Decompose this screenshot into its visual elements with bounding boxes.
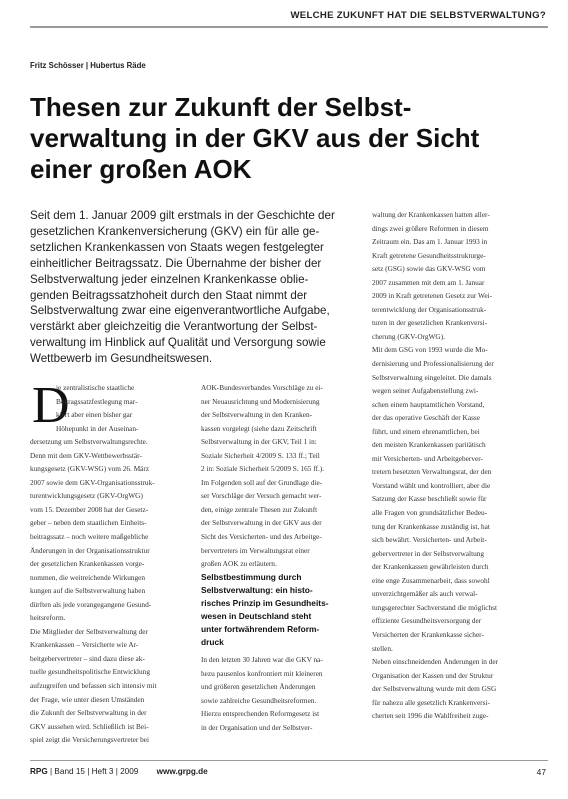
body-line: sich bewährt. Versicherten- und Arbeit- xyxy=(372,535,487,545)
body-line: Die Mitglieder der Selbstverwaltung der xyxy=(30,626,148,636)
footer xyxy=(30,767,208,776)
body-line: cherten seit 1996 die Wahlfreiheit zuge- xyxy=(372,711,489,721)
body-line: und größeren gesetzlichen Änderungen xyxy=(201,682,316,692)
body-line: Höhepunkt in der Auseinan- xyxy=(56,423,139,433)
body-line: kungen auf die Selbstverwaltung haben xyxy=(30,586,146,596)
body-line: aufzugreifen und befassen sich intensiv mit xyxy=(30,681,157,691)
body-line: der Selbstverwaltung wurde mit dem GSG xyxy=(372,684,497,694)
body-line: den meisten Krankenkassen paritätisch xyxy=(372,440,486,450)
lead-paragraph xyxy=(30,208,372,367)
body-line: Organisation der Kassen und der Struktur xyxy=(372,670,494,680)
title-line: einer großen AOK xyxy=(30,154,252,184)
body-line: kiert aber einen bisher gar xyxy=(56,410,133,420)
title-line: verwaltung in der GKV aus der Sicht xyxy=(30,123,480,153)
body-line: Beitragssatzfestlegung mar- xyxy=(56,396,138,406)
body-line: Im Folgenden soll auf der Grundlage die- xyxy=(201,477,323,487)
body-line: Neben einschneidenden Änderungen in der xyxy=(372,657,499,667)
body-line: mit Versicherten- und Arbeitgeberver- xyxy=(372,453,483,463)
body-line: turentwicklungsgesetz (GKV-OrgWG) xyxy=(30,491,143,501)
body-line: führt, und einem ehrenamtlichen, bei xyxy=(372,426,480,436)
body-column-2 xyxy=(201,381,369,571)
body-line: die Zukunft der Selbstverwaltung in der xyxy=(30,708,147,718)
lead-line: gesetzlichen Krankenversicherung (GKV) ein für alle ge- xyxy=(30,224,320,238)
body-line: ie zentralistische staatliche xyxy=(56,383,135,392)
body-line: cherung (GKV-OrgWG). xyxy=(372,331,445,341)
body-line: ser Vorschläge der Versuch gemacht wer- xyxy=(201,491,322,501)
body-line: Selbstverwaltung eingeleitet. Die damals xyxy=(372,372,492,382)
subhead-line: Selbstverwaltung: ein histo- xyxy=(201,585,313,595)
body-line: der Krankenkassen gewährleisten durch xyxy=(372,562,489,572)
body-line: 2007 sowie dem GKV-Organisationsstruk- xyxy=(30,477,155,487)
body-line: Satzung der Kasse beschließt sowie für xyxy=(372,494,487,504)
subhead-line: unter fortwährendem Reform- xyxy=(201,624,320,634)
body-line: turen in der gesetzlichen Krankenversi- xyxy=(372,318,488,328)
page-number: 47 xyxy=(536,767,546,777)
body-line: Sicht des Versicherten- und des Arbeitge- xyxy=(201,532,322,542)
body-line: alle Fragen von grundsätzlicher Bedeu- xyxy=(372,508,488,518)
body-line: beitgebervertreter – sind dazu diese ak- xyxy=(30,653,145,663)
body-line: wegen seiner Aufgabenstellung zwi- xyxy=(372,386,479,396)
drop-cap: D xyxy=(32,377,70,434)
body-line: dings zwei größere Reformen in diesem xyxy=(372,223,489,233)
body-line: der Selbstverwaltung in den Kranken- xyxy=(201,410,313,420)
body-line: der gesetzlichen Krankenkassen vorge- xyxy=(30,559,145,569)
body-line: in der Organisation und der Selbstver- xyxy=(201,722,313,732)
body-line: dürften als jede vorangegangene Gesund- xyxy=(30,599,152,609)
article-title xyxy=(30,92,550,185)
lead-line: setzlichen Krankenkassen von Staats wegen festgelegter xyxy=(30,240,324,254)
running-header: WELCHE ZUKUNFT HAT DIE SELBSTVERWALTUNG? xyxy=(290,10,546,21)
issue-info: | Band 15 | Heft 3 | 2009 xyxy=(50,767,139,776)
subhead-line: druck xyxy=(201,637,224,647)
body-line: Mit dem GSG von 1993 wurde die Mo- xyxy=(372,345,488,355)
subhead-line: wesen in Deutschland steht xyxy=(201,611,312,621)
body-line: beitragssatz – noch weitere maßgebliche xyxy=(30,532,149,542)
body-line: nommen, die weitreichende Wirkungen xyxy=(30,572,146,582)
body-line: 2 in: Soziale Sicherheit 5/2009 S. 165 ff.). xyxy=(201,464,325,474)
body-column-3 xyxy=(372,208,540,723)
body-line: der das operative Geschäft der Kasse xyxy=(372,413,480,423)
body-line: geber – neben dem staatlichen Einheits- xyxy=(30,518,147,528)
body-line: gebervertreter in der Selbstverwaltung xyxy=(372,548,485,558)
lead-line: Wettbewerb im Gesundheitswesen. xyxy=(30,352,213,366)
lead-line: Selbstverwaltung jeder einzelnen Krankenkasse oblie- xyxy=(30,272,309,286)
body-column-2-continued xyxy=(201,653,369,734)
footer-rule xyxy=(30,760,548,761)
body-line: Versicherten der Krankenkasse sicher- xyxy=(372,629,484,639)
body-line: kungsgesetz (GKV-WSG) vom 26. März xyxy=(30,464,150,474)
website-link[interactable]: www.grpg.de xyxy=(156,767,208,776)
authors: Fritz Schösser | Hubertus Räde xyxy=(30,61,146,70)
body-line: tung der Krankenkasse zuständig ist, hat xyxy=(372,521,490,531)
body-line: den, einige zentrale Thesen zur Zukunft xyxy=(201,504,318,514)
lead-line: verstärkt aber gleichzeitig die Verantwortung der Selbst- xyxy=(30,320,318,334)
body-line: kassen vorgelegt (siehe dazu Zeitschrift xyxy=(201,423,317,433)
body-line: Vorstand wählt und kontrolliert, aber die xyxy=(372,480,491,490)
body-line: GKV aussehen wird. Schließlich ist Bei- xyxy=(30,721,149,731)
body-line: dernisierung und Professionalisierung der xyxy=(372,359,494,369)
body-line: Zeitraum ein. Das am 1. Januar 1993 in xyxy=(372,237,488,247)
body-line: für nahezu alle gesetzlich Krankenversi- xyxy=(372,697,490,707)
lead-line: verwaltung im Hinblick auf Qualität und Versorgung sowie xyxy=(30,336,326,350)
body-line: Soziale Sicherheit 4/2009 S. 133 ff.; Teil xyxy=(201,450,320,460)
subhead-line: Selbstbestimmung durch xyxy=(201,572,302,582)
body-line: tungsgerechter Sachverstand die möglichst xyxy=(372,602,498,612)
body-line: Kraft getretene Gesundheitsstrukturge- xyxy=(372,250,486,260)
body-line: sowie zahlreiche Gesundheitsreformen. xyxy=(201,695,317,705)
body-line: hezu pausenlos konfrontiert mit kleineren xyxy=(201,668,323,678)
lead-line: einheitlicher Beitragssatz. Die Übernahme der bisher der xyxy=(30,256,322,270)
body-line: unverzichtgemäßer als auch verwal- xyxy=(372,589,478,599)
body-line: tuelle gesundheitspolitische Entwicklung xyxy=(30,667,150,677)
subhead-line: risches Prinzip im Gesundheits- xyxy=(201,598,329,608)
body-line: ner Neuausrichtung und Modernisierung xyxy=(201,396,320,406)
title-line: Thesen zur Zukunft der Selbst- xyxy=(30,92,412,122)
body-line: Änderungen in der Organisationsstruktur xyxy=(30,545,150,555)
body-line: effiziente Gesundheitsversorgung der xyxy=(372,616,482,626)
body-line: AOK-Bundesverbandes Vorschläge zu ei- xyxy=(201,383,323,392)
body-line: großen AOK zu erläutern. xyxy=(201,559,277,569)
body-line: stellen. xyxy=(372,643,393,653)
body-line: 2009 in Kraft getretenen Gesetz zur Wei- xyxy=(372,291,493,301)
lead-line: Selbstverwaltung zwar eine eigenverantwortliche Aufgabe, xyxy=(30,304,330,318)
body-line: spiel zeigt die Versicherungsvertreter bei xyxy=(30,735,150,745)
body-column-1 xyxy=(30,377,190,747)
header-rule xyxy=(30,26,548,28)
body-line: bervertreters im Verwaltungsrat einer xyxy=(201,545,310,555)
body-line: Denn mit dem GKV-Wettbewerbsstär- xyxy=(30,450,142,460)
body-line: heitsreform. xyxy=(30,613,66,623)
body-line: terentwicklung der Organisationsstruk- xyxy=(372,304,487,314)
body-line: tretern besetzten Verwaltungsrat, der den xyxy=(372,467,492,477)
section-subhead xyxy=(201,571,369,649)
journal-name: RPG xyxy=(30,767,48,776)
body-line: vom 15. Dezember 2008 hat der Gesetz- xyxy=(30,504,149,514)
body-line: setz (GSG) sowie das GKV-WSG vom xyxy=(372,264,486,274)
body-line: waltung der Krankenkassen hatten aller- xyxy=(372,210,490,219)
body-line: schen einem hauptamtlichen Vorstand, xyxy=(372,399,485,409)
body-line: Hierzu entsprechenden Reformgesetz ist xyxy=(201,709,320,719)
lead-line: Seit dem 1. Januar 2009 gilt erstmals in der Geschichte der xyxy=(30,209,335,222)
body-line: Selbstverwaltung in der GKV, Teil 1 in: xyxy=(201,437,317,447)
body-line: eine enge Zusammenarbeit, dass sowohl xyxy=(372,575,490,585)
body-line: dersetzung um Selbstverwaltungsrechte. xyxy=(30,437,148,447)
body-line: 2007 zusammen mit dem am 1. Januar xyxy=(372,277,485,287)
body-line: der Frage, wie unter diesen Umständen xyxy=(30,694,145,704)
body-line: Krankenkassen – Versicherte wie Ar- xyxy=(30,640,139,650)
body-line: der Selbstverwaltung in der GKV aus der xyxy=(201,518,322,528)
lead-line: genden Beitragssatzhoheit durch den Staat nimmt der xyxy=(30,288,308,302)
body-line: In den letzten 30 Jahren war die GKV na- xyxy=(201,655,323,664)
